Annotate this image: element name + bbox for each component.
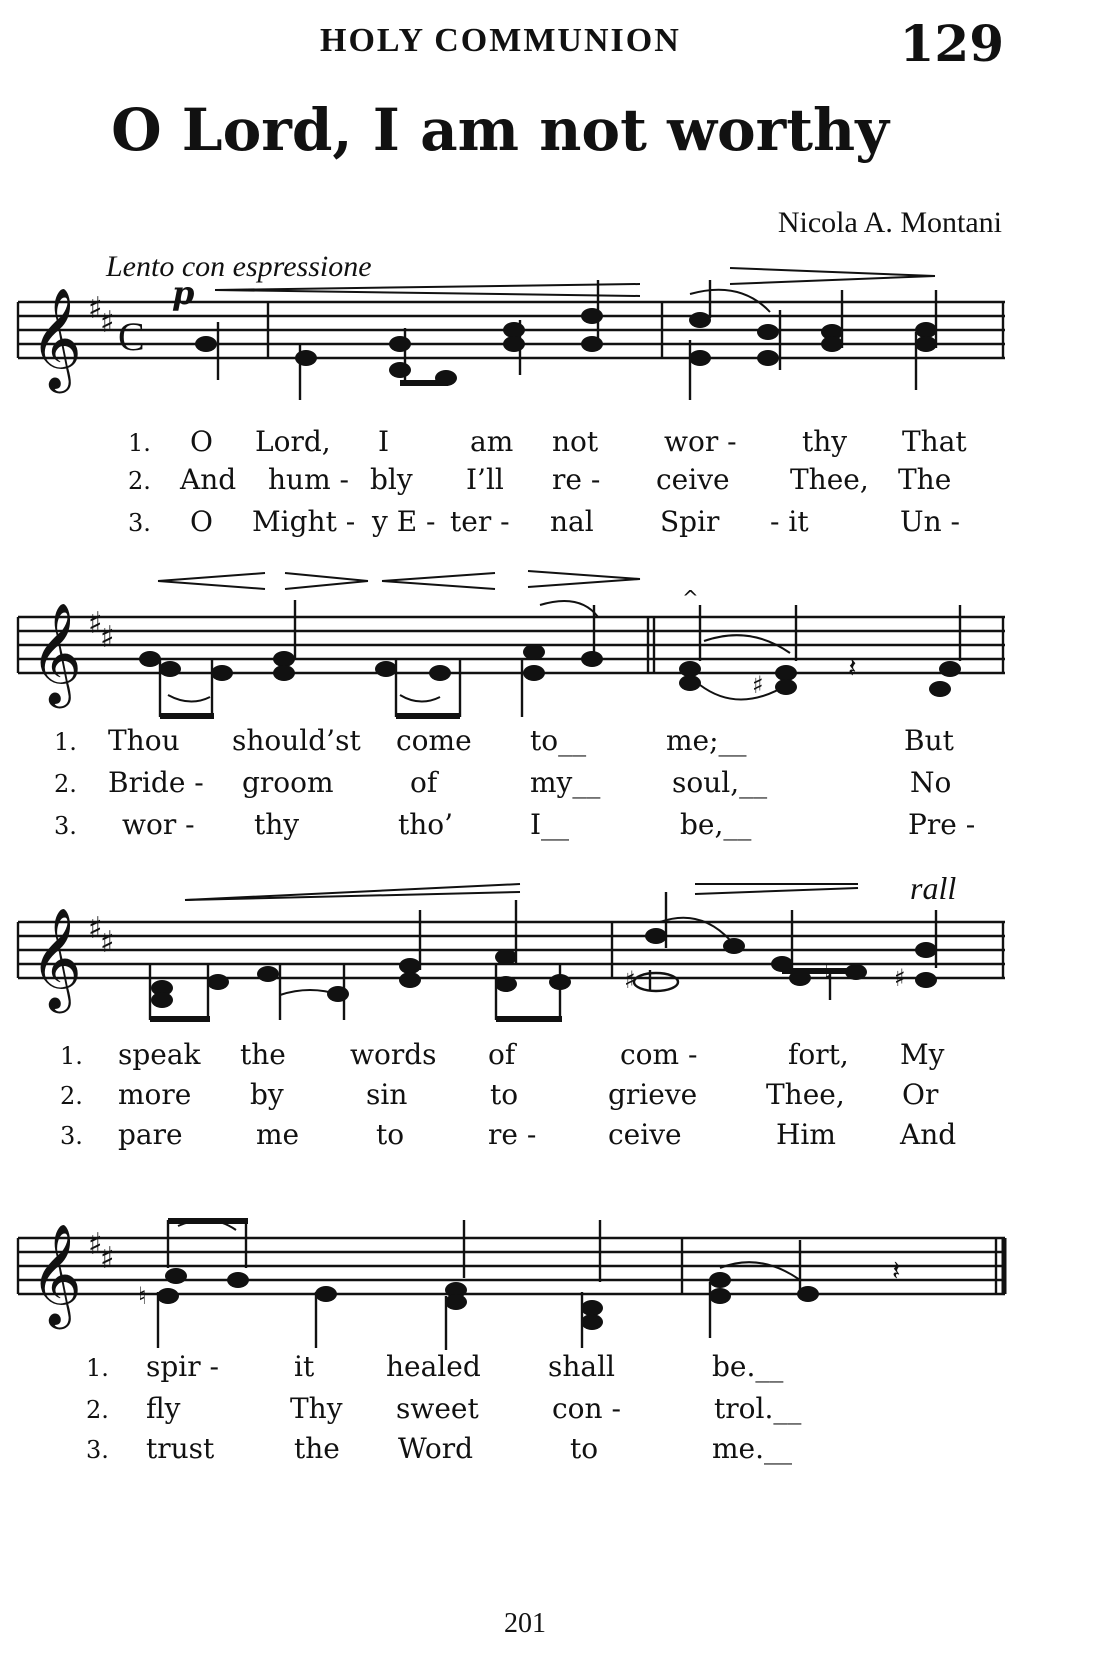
lyric-word: come <box>396 724 472 757</box>
sharp-icon: ♯ <box>100 620 115 655</box>
sharp-icon: ♯ <box>100 925 115 960</box>
lyric-word: healed <box>386 1350 481 1383</box>
treble-clef-icon: 𝄞 <box>30 906 83 1009</box>
verse-number: 3. <box>60 1122 83 1150</box>
lyric-word: Or <box>902 1078 939 1111</box>
lyric-word: Pre - <box>908 808 976 841</box>
lyric-word: more <box>118 1078 192 1111</box>
lyric-word: to <box>376 1118 405 1151</box>
lyric-word: the <box>294 1432 340 1465</box>
lyric-word: to__ <box>530 724 587 757</box>
lyric-word: to <box>490 1078 519 1111</box>
lyric-word: am <box>470 425 514 458</box>
lyric-word: But <box>904 724 954 757</box>
verse-line <box>0 505 1102 539</box>
lyric-word: And <box>900 1118 957 1151</box>
verse-number: 1. <box>60 1042 83 1070</box>
verse-number: 2. <box>86 1396 109 1424</box>
lyric-word: me;__ <box>666 724 747 757</box>
lyric-word: O <box>190 425 213 458</box>
verse-line <box>0 425 1102 459</box>
lyric-word: shall <box>548 1350 616 1383</box>
lyric-word: sweet <box>396 1392 479 1425</box>
lyric-word: wor - <box>664 425 737 458</box>
lyric-word: My <box>900 1038 945 1071</box>
lyric-word: the <box>240 1038 286 1071</box>
lyric-word: Thy <box>290 1392 343 1425</box>
staff-system-3 <box>0 870 1102 1040</box>
lyric-word: Might - <box>252 505 356 538</box>
sharp-icon: ♯ <box>88 606 103 641</box>
lyric-word: to <box>570 1432 599 1465</box>
lyric-word: trust <box>146 1432 215 1465</box>
lyric-word: No <box>910 766 952 799</box>
treble-clef-icon: 𝄞 <box>30 286 83 389</box>
lyric-word: be,__ <box>680 808 752 841</box>
lyric-word: of <box>488 1038 516 1071</box>
lyric-word: spir - <box>146 1350 219 1383</box>
lyric-word: speak <box>118 1038 201 1071</box>
lyric-word: should’st <box>232 724 361 757</box>
composer: Nicola A. Montani <box>777 206 1002 239</box>
lyric-word: Spir <box>660 505 720 538</box>
verse-number: 3. <box>54 812 77 840</box>
lyric-word: That <box>902 425 967 458</box>
lyric-word: hum - <box>268 463 349 496</box>
verse-line <box>0 1118 1102 1152</box>
hymn-number: 129 <box>899 14 1004 73</box>
lyric-word: soul,__ <box>672 766 768 799</box>
staff-system-2 <box>0 565 1102 725</box>
verse-line <box>0 463 1102 497</box>
lyric-word: thy <box>254 808 300 841</box>
lyric-word: tho’ <box>398 808 454 841</box>
lyric-word: con - <box>552 1392 621 1425</box>
lyric-word: And <box>180 463 237 496</box>
lyric-word: O <box>190 505 213 538</box>
verse-line <box>0 1432 1102 1466</box>
lyric-word: ceive <box>608 1118 682 1151</box>
staff-system-4 <box>0 1200 1102 1360</box>
lyric-word: me <box>256 1118 300 1151</box>
treble-clef-icon: 𝄞 <box>30 1222 83 1325</box>
lyric-word: re - <box>488 1118 537 1151</box>
dynamic-p: p <box>172 274 195 312</box>
verse-number: 2. <box>54 770 77 798</box>
rall-marking: rall <box>910 870 957 906</box>
sharp-icon: ♯ <box>100 305 115 340</box>
verse-line <box>0 724 1102 758</box>
verse-number: 3. <box>128 509 151 537</box>
verse-number: 1. <box>54 728 77 756</box>
lyric-word: y E - <box>372 505 436 538</box>
lyric-word: by <box>250 1078 284 1111</box>
verse-line <box>0 766 1102 800</box>
lyric-word: Thee, <box>790 463 869 496</box>
verse-line <box>0 1078 1102 1112</box>
lyric-word: Bride - <box>108 766 204 799</box>
time-signature: C <box>118 314 145 359</box>
lyric-word: re - <box>552 463 601 496</box>
lyric-word: not <box>552 425 599 458</box>
staff-system-1 <box>0 260 1102 430</box>
lyric-word: thy <box>802 425 848 458</box>
lyric-word: grieve <box>608 1078 698 1111</box>
verse-number: 3. <box>86 1436 109 1464</box>
lyric-word: nal <box>550 505 594 538</box>
natural-icon: ♮ <box>138 1282 147 1310</box>
lyric-word: sin <box>366 1078 408 1111</box>
lyric-word: Thee, <box>766 1078 845 1111</box>
verse-line <box>0 808 1102 842</box>
verse-line <box>0 1038 1102 1072</box>
lyric-word: Un - <box>900 505 960 538</box>
lyric-word: The <box>898 463 952 496</box>
lyric-word: groom <box>242 766 334 799</box>
lyric-word: I__ <box>530 808 570 841</box>
lyric-word: Word <box>398 1432 474 1465</box>
section-title: HOLY COMMUNION <box>320 22 681 59</box>
lyric-word: I <box>378 425 390 458</box>
verse-line <box>0 1350 1102 1384</box>
lyric-word: - it <box>770 505 809 538</box>
lyric-word: of <box>410 766 438 799</box>
lyric-word: Thou <box>108 724 180 757</box>
lyric-word: ceive <box>656 463 730 496</box>
verse-number: 1. <box>86 1354 109 1382</box>
lyric-word: me.__ <box>712 1432 793 1465</box>
verse-line <box>0 1392 1102 1426</box>
lyric-word: wor - <box>122 808 195 841</box>
sharp-icon: ♯ <box>624 966 636 994</box>
sharp-icon: ♯ <box>88 1227 103 1262</box>
lyric-word: Lord, <box>255 425 331 458</box>
treble-clef-icon: 𝄞 <box>30 601 83 704</box>
tempo-marking: Lento con espressione <box>106 250 372 283</box>
verse-number: 1. <box>128 429 151 457</box>
sharp-icon: ♯ <box>100 1241 115 1276</box>
verse-number: 2. <box>128 467 151 495</box>
lyric-word: pare <box>118 1118 183 1151</box>
lyric-word: bly <box>370 463 413 496</box>
lyric-word: it <box>294 1350 315 1383</box>
rest-icon: 𝄽 <box>848 651 857 684</box>
sharp-icon: ♯ <box>88 291 103 326</box>
lyric-word: ter - <box>450 505 510 538</box>
lyric-word: Him <box>776 1118 836 1151</box>
sharp-icon: ♯ <box>88 911 103 946</box>
lyric-word: fort, <box>788 1038 849 1071</box>
page-number: 201 <box>504 1608 546 1639</box>
sharp-icon: ♯ <box>752 671 764 699</box>
accent-icon: ^ <box>682 586 699 610</box>
rest-icon: 𝄽 <box>892 1254 901 1287</box>
lyric-word: words <box>350 1038 437 1071</box>
lyric-word: fly <box>146 1392 181 1425</box>
lyric-word: I’ll <box>466 463 504 496</box>
lyric-word: be.__ <box>712 1350 784 1383</box>
hymn-title: O Lord, I am not worthy <box>111 96 889 164</box>
sharp-icon: ♯ <box>894 964 906 992</box>
lyric-word: com - <box>620 1038 698 1071</box>
lyric-word: trol.__ <box>714 1392 802 1425</box>
verse-number: 2. <box>60 1082 83 1110</box>
lyric-word: my__ <box>530 766 601 799</box>
